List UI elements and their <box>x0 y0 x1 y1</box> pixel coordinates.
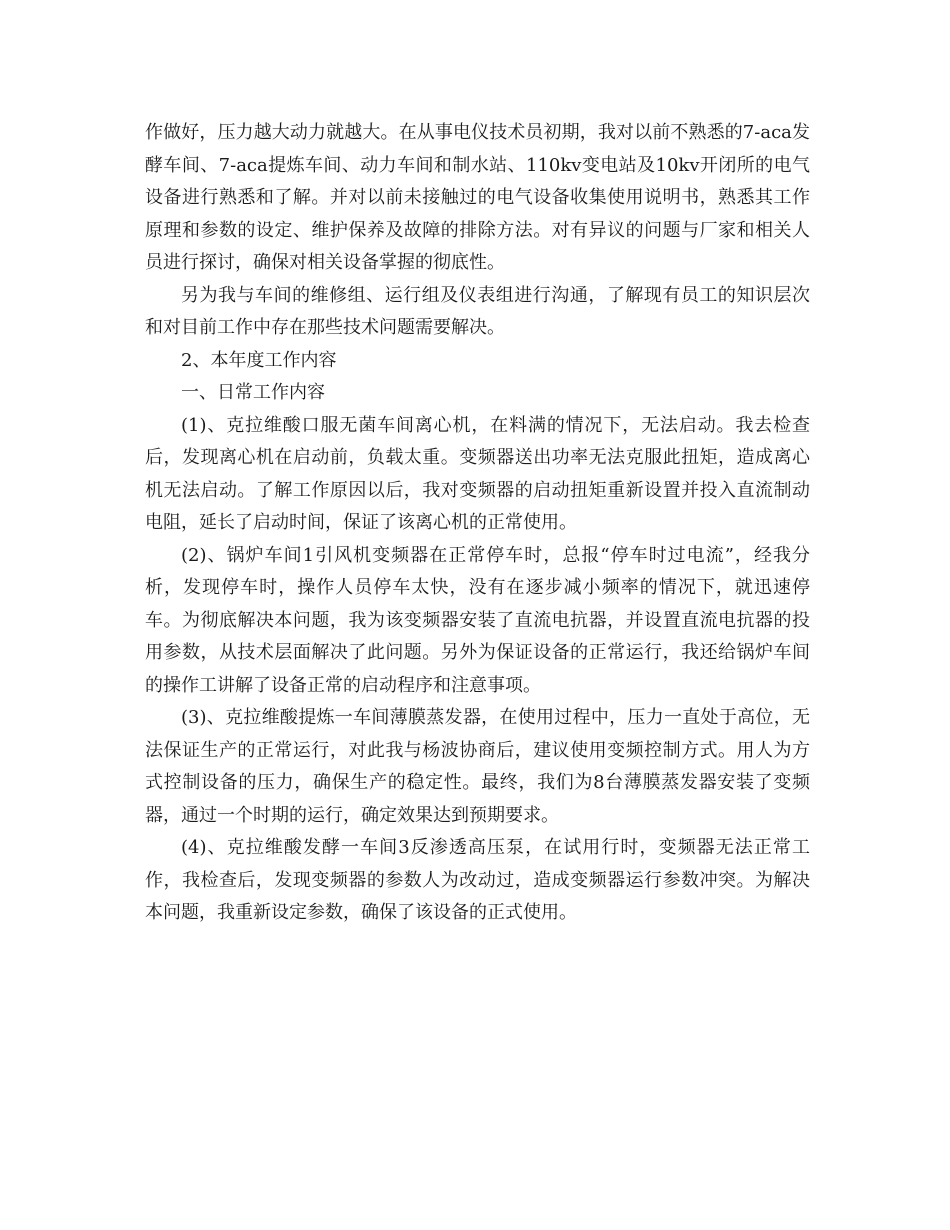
document-body <box>145 117 810 930</box>
paragraph-item-2: (2)、锅炉车间1引风机变频器在正常停车时，总报“停车时过电流”，经我分析，发现停车时，操作人员停车太快，没有在逐步减小频率的情况下，就迅速停车。为彻底解决本问题，我为该变频器安装了直流电抗器，并设置直流电抗器的投用参数，从技术层面解决了此问题。另外为保证设备的正常运行，我还给锅炉车间的操作工讲解了设备正常的启动程序和注意事项。 <box>145 544 810 696</box>
section-heading-annual-work: 2、本年度工作内容 <box>181 349 337 371</box>
subsection-heading-daily-work: 一、日常工作内容 <box>181 382 325 403</box>
paragraph-item-1: (1)、克拉维酸口服无菌车间离心机，在料满的情况下，无法启动。我去检查后，发现离心机在启动前，负载太重。变频器送出功率无法克服此扭矩，造成离心机无法启动。了解工作原因以后，我对变频器的启动扭矩重新设置并投入直流制动电阻，延长了启动时间，保证了该离心机的正常使用。 <box>145 414 810 533</box>
paragraph-item-3: (3)、克拉维酸提炼一车间薄膜蒸发器，在使用过程中，压力一直处于高位，无法保证生产的正常运行，对此我与杨波协商后，建议使用变频控制方式。用人为方式控制设备的压力，确保生产的稳定性。最终，我们为8台薄膜蒸发器安装了变频器，通过一个时期的运行，确定效果达到预期要求。 <box>145 707 810 826</box>
paragraph-item-4: (4)、克拉维酸发酵一车间3反渗透高压泵，在试用行时，变频器无法正常工作，我检查后，发现变频器的参数人为改动过，造成变频器运行参数冲突。为解决本问题，我重新设定参数，确保了该设备的正式使用。 <box>145 837 810 923</box>
paragraph-communication: 另为我与车间的维修组、运行组及仪表组进行沟通，了解现有员工的知识层次和对目前工作中存在那些技术问题需要解决。 <box>145 284 810 338</box>
paragraph-continuation: 作做好，压力越大动力就越大。在从事电仪技术员初期，我对以前不熟悉的7-aca发酵车间、7-aca提炼车间、动力车间和制水站、110kv变电站及10kv开闭所的电气设备进行熟悉和了解。并对以前未接触过的电气设备收集使用说明书，熟悉其工作原理和参数的设定、维护保养及故障的排除方法。对有异议的问题与厂家和相关人员进行探讨，确保对相关设备掌握的彻底性。 <box>145 122 810 273</box>
